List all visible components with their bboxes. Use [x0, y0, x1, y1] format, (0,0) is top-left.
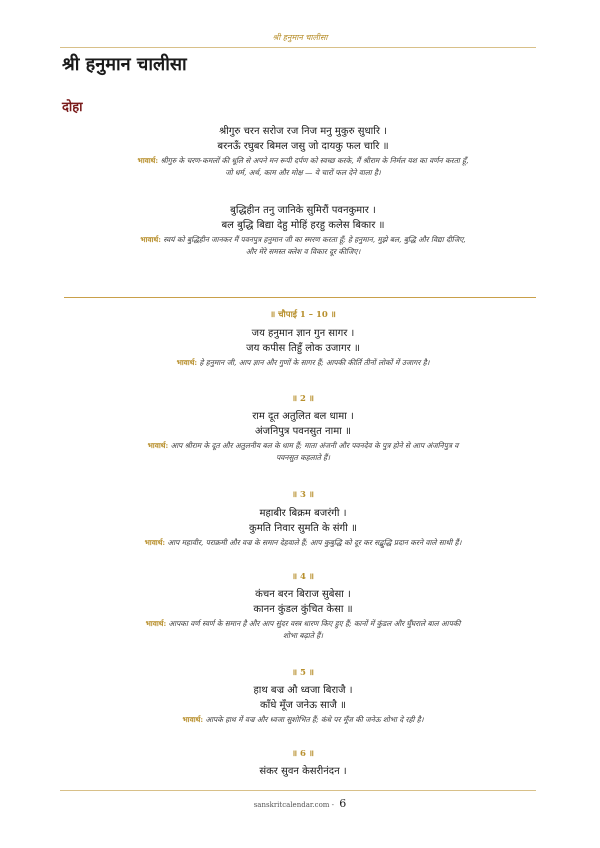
footer-site: sanskritcalendar.com: [253, 801, 330, 809]
meaning-text: स्वयं को बुद्धिहीन जानकर मैं पवनपुत्र हनुमान जी का स्मरण करता हूँ; हे हनुमान, मुझे बल, बुद्धि और विद्या दीजिए,: [163, 235, 466, 244]
doha-verse-2: [80, 203, 526, 258]
verse-line: हाथ बज्र औ ध्वजा बिराजै ।: [253, 685, 353, 696]
header-rule: [60, 47, 536, 48]
meaning: [80, 618, 526, 642]
meaning: [80, 357, 526, 369]
meaning-text: आप महावीर, पराक्रमी और वज्र के समान देहवाले हैं; आप कुबुद्धि को दूर कर सद्बुद्धि प्रदान करने वाले साथी हैं।: [167, 538, 462, 547]
verse-line: बुद्धिहीन तनु जानिके सुमिरौं पवनकुमार ।: [230, 205, 376, 216]
doha-verse-1: [80, 124, 526, 179]
meaning-text: आप श्रीराम के दूत और अतुलनीय बल के धाम हैं; माता अंजनी और पवनदेव के पुत्र होने से आप अंजनिपुत्र व: [170, 441, 459, 450]
chaupai-verse-3: [80, 506, 526, 549]
meaning-text: आपका वर्ण स्वर्ण के समान है और आप सुंदर वस्त्र धारण किए हुए हैं; कानों में कुंडल और घुँघराले बाल आपकी: [168, 619, 461, 628]
chaupai-verse-2: [80, 409, 526, 464]
verse-line: संकर सुवन केसरीनंदन ।: [259, 766, 347, 777]
verse-line: महाबीर बिक्रम बजरंगी ।: [259, 508, 347, 519]
footer-separator: -: [331, 801, 335, 809]
chaupai-verse-6: [80, 764, 526, 779]
chaupai-verse-4: [80, 587, 526, 642]
meaning: [80, 155, 526, 179]
meaning-label: भावार्थ:: [140, 235, 161, 244]
meaning-text: हे हनुमान जी, आप ज्ञान और गुणों के सागर हैं; आपकी कीर्ति तीनों लोकों में उजागर है।: [199, 358, 430, 367]
page-number: 6: [339, 797, 347, 810]
meaning-text: और मेरे समस्त क्लेश व विकार दूर कीजिए।: [245, 247, 361, 256]
section-divider: [64, 297, 536, 298]
verse-line: बरनऊँ रघुबर बिमल जसु जो दायकु फल चारि ॥: [217, 141, 389, 152]
chaupai-number-2: ॥ 2 ॥: [291, 394, 315, 404]
chaupai-heading: ॥ चौपाई 1 – 10 ॥: [270, 310, 336, 320]
meaning-text: पवनसुत कहलाते हैं।: [276, 453, 330, 462]
verse-line: कंचन बरन बिराज सुबेसा ।: [255, 589, 351, 600]
footer-rule: [60, 790, 536, 791]
meaning: [80, 714, 526, 726]
meaning-text: आपके हाथ में वज्र और ध्वजा सुशोभित हैं; कंधे पर मूँज की जनेऊ शोभा दे रही है।: [205, 715, 424, 724]
verse-line: बल बुद्धि बिद्या देहु मोहिं हरहु कलेस बिकार ॥: [221, 220, 385, 231]
verse-line: कानन कुंडल कुंचित केसा ॥: [253, 604, 353, 615]
meaning: [80, 537, 526, 549]
verse-line: श्रीगुरु चरन सरोज रज निज मनु मुकुरु सुधारि ।: [219, 126, 387, 137]
meaning-label: भावार्थ:: [147, 441, 169, 450]
page-footer: [0, 797, 600, 810]
chaupai-verse-1: [80, 326, 526, 369]
verse-line: काँधे मूँज जनेऊ साजै ॥: [259, 700, 347, 711]
meaning-text: श्रीगुरु के चरण-कमलों की धूलि से अपने मन रूपी दर्पण को स्वच्छ करके, मैं श्रीराम के निर्मल यश का वर्णन करता हूँ,: [160, 156, 469, 165]
chaupai-number-3: ॥ 3 ॥: [291, 490, 315, 500]
page-title: श्री हनुमान चालीसा: [62, 54, 187, 75]
meaning-label: भावार्थ:: [145, 619, 167, 628]
verse-line: राम दूत अतुलित बल धामा ।: [252, 411, 354, 422]
meaning: [80, 234, 526, 258]
chaupai-number-5: ॥ 5 ॥: [291, 668, 315, 678]
meaning-label: भावार्थ:: [144, 538, 166, 547]
verse-line: जय कपीस तिहुँ लोक उजागर ॥: [246, 343, 360, 354]
meaning-text: जो धर्म, अर्थ, काम और मोक्ष — ये चारों फल देने वाला है।: [225, 168, 381, 177]
meaning-text: शोभा बढ़ाते हैं।: [283, 631, 323, 640]
verse-line: जय हनुमान ज्ञान गुन सागर ।: [251, 328, 355, 339]
meaning-label: भावार्थ:: [182, 715, 204, 724]
verse-line: कुमति निवार सुमति के संगी ॥: [249, 523, 357, 534]
running-header: श्री हनुमान चालीसा: [272, 33, 328, 42]
meaning-label: भावार्थ:: [176, 358, 198, 367]
meaning-label: भावार्थ:: [137, 156, 159, 165]
doha-heading: दोहा: [62, 100, 83, 115]
chaupai-verse-5: [80, 683, 526, 726]
meaning: [80, 440, 526, 464]
chaupai-number-4: ॥ 4 ॥: [291, 572, 315, 582]
chaupai-number-6: ॥ 6 ॥: [291, 749, 315, 759]
verse-line: अंजनिपुत्र पवनसुत नामा ॥: [255, 426, 351, 437]
